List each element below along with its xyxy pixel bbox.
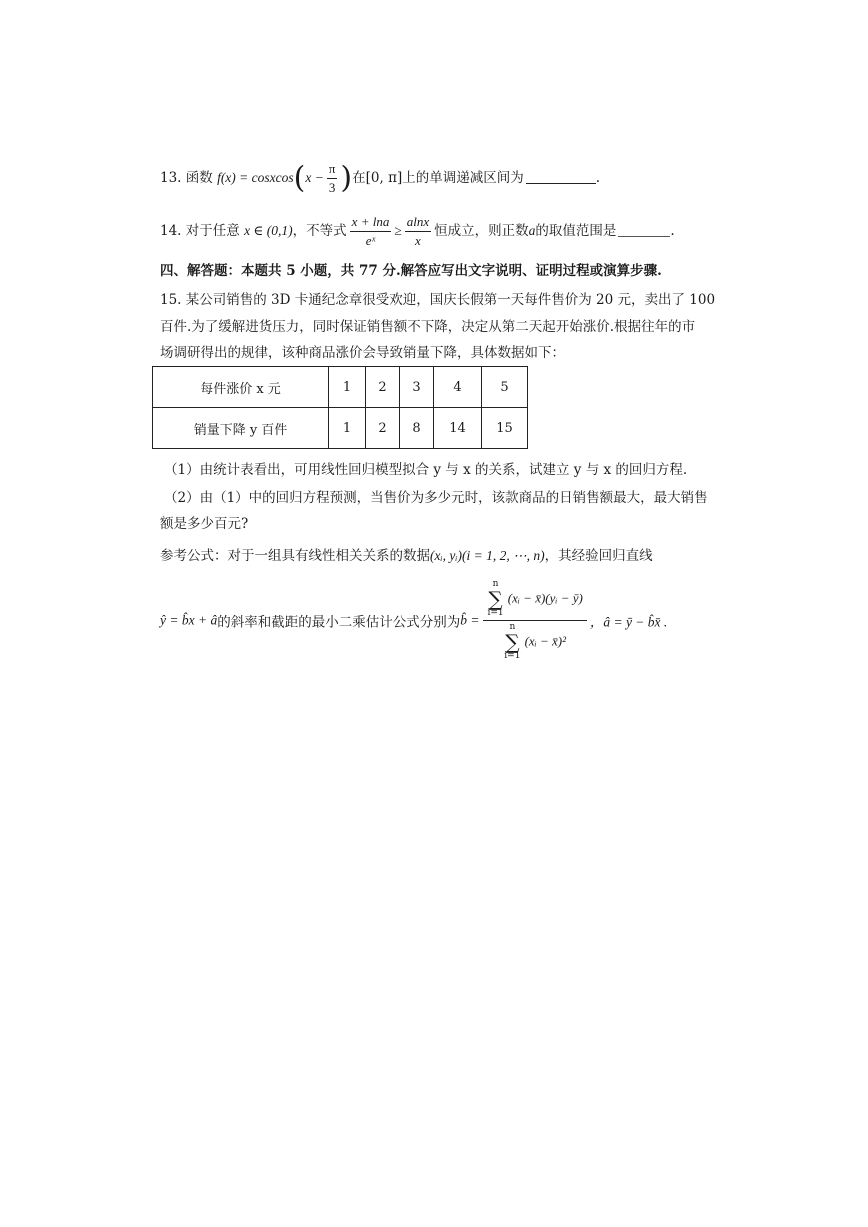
ref-text-1: 参考公式：对于一组具有线性相关关系的数据 xyxy=(160,548,430,564)
q14-fraction-left xyxy=(350,214,392,249)
b-hat-label: b̂ = xyxy=(460,612,480,628)
ref-text-3: 的斜率和截距的最小二乘估计公式分别为 xyxy=(217,614,461,631)
section-4-heading: 四、解答题：本题共 5 小题，共 77 分.解答应写出文字说明、证明过程或演算步骤. xyxy=(160,263,662,279)
reference-formula-line-2 xyxy=(160,580,667,661)
table-row xyxy=(153,408,528,449)
table-cell: 15 xyxy=(482,408,528,449)
denominator-expr: (xᵢ − x̄)² xyxy=(524,633,567,649)
question-13 xyxy=(160,161,600,196)
sum-symbol-top xyxy=(487,580,503,618)
table-cell: 14 xyxy=(434,408,482,449)
q15-part-1: （1）由统计表看出，可用线性回归模型拟合 y 与 x 的关系，试建立 y 与 x 的回归方程. xyxy=(164,462,688,478)
q15-part-2-b: 额是多少百元? xyxy=(160,516,249,532)
q14-var-a: a xyxy=(528,223,536,238)
left-paren: ( xyxy=(293,160,306,196)
regression-line-eq: ŷ = b̂x + â xyxy=(160,612,218,628)
table-cell: 1 xyxy=(329,367,366,408)
a-hat-formula: ，â = ȳ − b̂x̄ . xyxy=(589,614,668,630)
q14-num-right: alnx xyxy=(405,214,431,232)
right-paren: ) xyxy=(340,160,353,196)
q14-num-left: x + lna xyxy=(350,214,392,232)
sigma: ∑ xyxy=(488,587,503,611)
table-cell: 1 xyxy=(329,408,366,449)
q14-tail: 恒成立，则正数 xyxy=(434,223,529,239)
q13-lead: 13. 函数 xyxy=(160,170,213,186)
table-cell: 3 xyxy=(400,367,434,408)
reference-formula-line-1 xyxy=(160,544,653,564)
sum-lower: i=1 xyxy=(487,608,504,618)
b-hat-denominator xyxy=(504,621,566,661)
sum-upper: n xyxy=(509,622,516,632)
row-label-price: 每件涨价 x 元 xyxy=(153,367,329,408)
table-cell: 5 xyxy=(482,367,528,408)
sum-upper: n xyxy=(492,579,499,589)
q13-period: . xyxy=(595,170,601,186)
q14-fraction-right xyxy=(405,214,431,249)
question-14 xyxy=(160,214,675,249)
answer-blank-14 xyxy=(618,235,670,237)
q15-line-3: 场调研得出的规律，该种商品涨价会导致销量下降，具体数据如下： xyxy=(160,345,565,361)
q14-mid: ，不等式 xyxy=(292,223,347,239)
sigma: ∑ xyxy=(505,630,520,654)
numerator-expr: (xᵢ − x̄)(yᵢ − ȳ) xyxy=(507,590,583,606)
ref-data-pairs: (xᵢ, yᵢ)(i = 1, 2, ⋯, n) xyxy=(430,548,545,563)
q14-lead: 14. 对于任意 xyxy=(160,223,240,239)
q15-part-2-a: （2）由（1）中的回归方程预测，当售价为多少元时，该款商品的日销售额最大，最大销售 xyxy=(164,490,708,506)
answer-blank-13 xyxy=(526,182,596,184)
sum-lower: i=1 xyxy=(504,651,521,661)
q13-function: f(x) = cosxcos xyxy=(217,170,294,185)
q15-line-1: 15. 某公司销售的 3D 卡通纪念章很受欢迎，国庆长假第一天每件售价为 20 元，卖出了 100 xyxy=(160,292,716,308)
b-hat-fraction xyxy=(483,580,586,661)
q14-den-right: x xyxy=(415,233,421,248)
three-denominator: 3 xyxy=(328,180,336,195)
table-cell: 4 xyxy=(434,367,482,408)
sum-symbol-bottom xyxy=(504,623,520,661)
data-table xyxy=(152,366,528,449)
b-hat-numerator xyxy=(483,580,586,621)
pi-over-3 xyxy=(327,161,338,196)
q15-line-2: 百件.为了缓解进货压力，同时保证销售额不下降，决定从第二天起开始涨价.根据往年的市 xyxy=(160,319,696,335)
q14-tail2: 的取值范围是 xyxy=(535,223,617,239)
table-cell: 2 xyxy=(366,367,400,408)
table-cell: 2 xyxy=(366,408,400,449)
q14-den-left: eˣ xyxy=(365,233,376,248)
q13-interval-text: 在[0, π]上的单调递减区间为 xyxy=(352,170,524,186)
pi-numerator: π xyxy=(327,161,338,179)
geq-symbol: ≥ xyxy=(394,223,402,238)
ref-text-2: ，其经验回归直线 xyxy=(544,548,653,564)
q14-domain: x ∈ (0,1) xyxy=(244,223,293,238)
q14-period: . xyxy=(670,223,675,239)
table-row xyxy=(153,367,528,408)
q13-x-minus: x − xyxy=(305,170,324,185)
row-label-sales: 销量下降 y 百件 xyxy=(153,408,329,449)
table-cell: 8 xyxy=(400,408,434,449)
